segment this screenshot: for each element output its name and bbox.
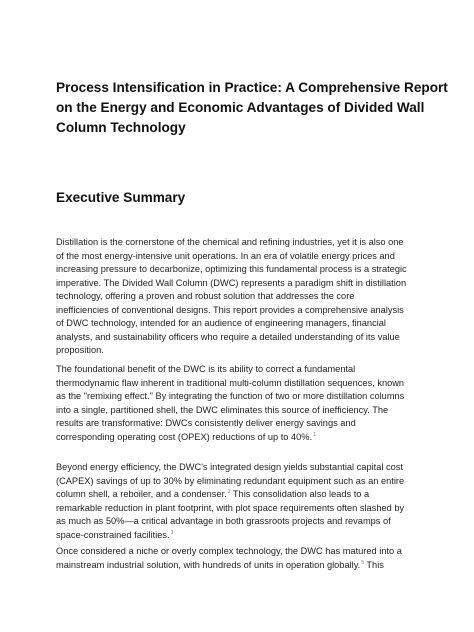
text-line: of DWC technology, intended for an audience of engineering managers, financial [56,318,386,328]
paragraph-intro [56,236,428,358]
text-line: inefficiencies of conventional designs. This report provides a comprehensive analysis [56,304,404,315]
title-line: on the Energy and Economic Advantages of Divided Wall [56,100,425,115]
text-line: into a single, partitioned shell, the DWC eliminates this source of inefficiency. The [56,404,389,415]
document-title [56,78,448,138]
text-line: Once considered a niche or overly complex technology, the DWC has matured into a [56,546,402,556]
text-line: results are transformative: DWCs consistently deliver energy savings and [56,418,356,428]
text-line: analysts, and sustainability officers who require a detailed understanding of its value [56,331,400,342]
text-line: thermodynamic flaw inherent in traditional multi-column distillation sequences, known [56,377,405,388]
text-line [56,431,428,445]
text-line: technology, offering a proven and robust solution that addresses the core [56,291,355,301]
text-line: proposition. [56,345,104,355]
text-line: imperative. The Divided Wall Column (DWC) represents a paradigm shift in distillation [56,277,407,288]
paragraph-foundational-benefit [56,363,428,444]
text-run: corresponding operating cost (OPEX) reductions of up to 40%. [56,431,313,442]
footnote-ref[interactable]: 2 [227,489,231,495]
paragraph-maturity [56,545,428,572]
text-run: space-constrained facilities. [56,529,170,540]
text-line: of the most energy-intensive unit operations. In an era of volatile energy prices and [56,250,395,261]
text-run: column shell, a reboiler, and a condenser. [56,489,227,499]
text-line: increasing pressure to decarbonize, optimizing this fundamental process is a strategic [56,264,407,274]
text-line: as the "remixing effect." By integrating the function of two or more distillation columns [56,391,405,401]
text-line: remarkable reduction in plant footprint, with plot space requirements often slashed by [56,502,405,513]
text-run: This [364,559,384,570]
text-line [56,529,428,543]
text-line: Beyond energy efficiency, the DWC's integrated design yields substantial capital cost [56,462,403,472]
text-line [56,488,428,502]
paragraph-capex [56,461,428,542]
text-line: as much as 50%—a critical advantage in both grassroots projects and revamps of [56,516,391,526]
section-heading: Executive Summary [56,190,186,205]
footnote-ref[interactable]: 3 [170,529,174,536]
footnote-ref[interactable]: 1 [313,431,316,438]
text-run: This consolidation also leads to a [230,489,370,499]
text-line: The foundational benefit of the DWC is its ability to correct a fundamental [56,364,356,374]
title-line: Process Intensification in Practice: A Comprehensive Report [56,80,448,95]
title-line: Column Technology [56,120,186,135]
text-line: Distillation is the cornerstone of the chemical and refining industries, yet it is also one [56,237,404,247]
text-line [56,559,428,573]
text-line: (CAPEX) savings of up to 30% by eliminating redundant equipment such as an entire [56,475,405,486]
footnote-ref[interactable]: 5 [361,559,364,566]
text-run: mainstream industrial solution, with hundreds of units in operation globally. [56,559,361,570]
